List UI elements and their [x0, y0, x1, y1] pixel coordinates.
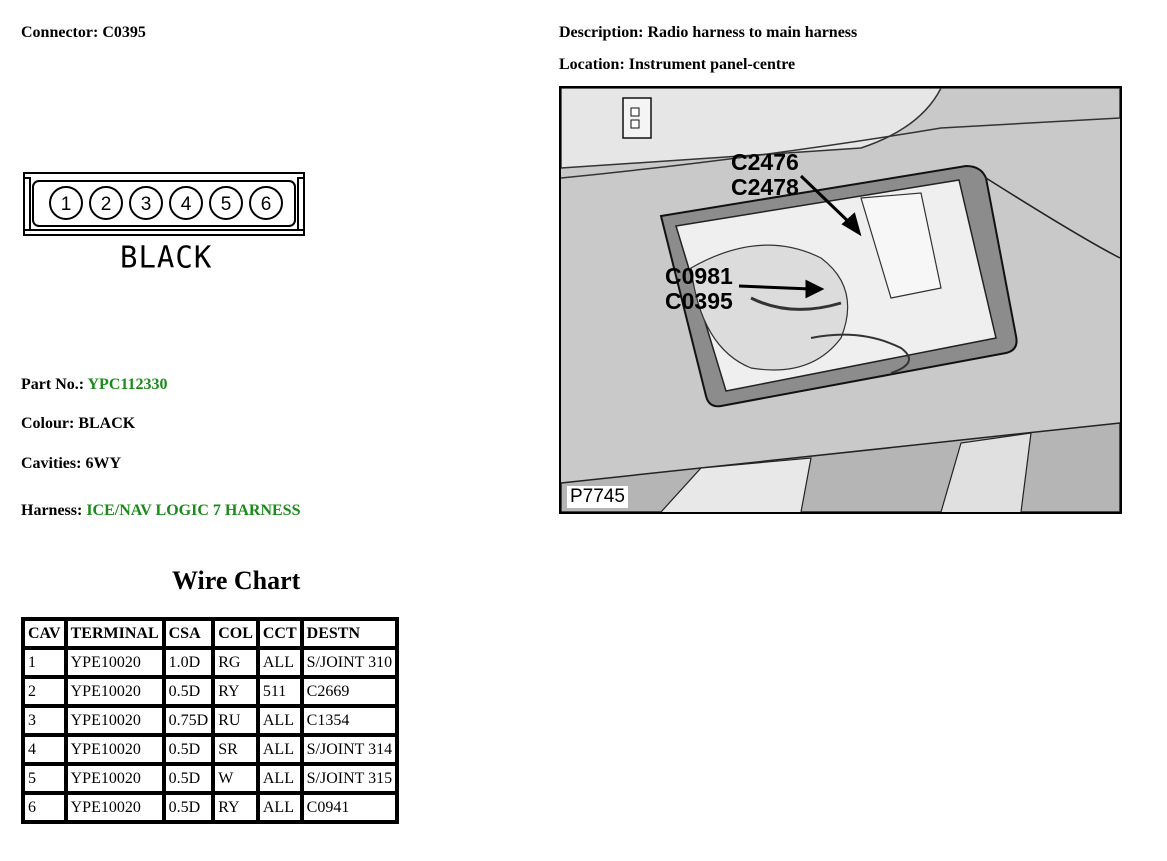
table-cell-csa: 0.5D	[164, 793, 214, 822]
part-no-field	[21, 376, 168, 394]
column-header-destn: DESTN	[302, 619, 398, 648]
table-cell-cct: ALL	[258, 735, 302, 764]
cavities-value: 6WY	[85, 455, 121, 472]
table-cell-csa: 0.75D	[164, 706, 214, 735]
harness-value: ICE/NAV LOGIC 7 HARNESS	[86, 502, 301, 519]
location-field	[559, 56, 795, 74]
table-cell-col: RG	[213, 648, 258, 677]
colour-field	[21, 415, 135, 433]
callout-c0395: C0395	[665, 288, 733, 314]
lower-callout	[665, 264, 733, 314]
table-cell-col: RU	[213, 706, 258, 735]
location-label: Location:	[559, 56, 625, 73]
upper-callout	[731, 150, 799, 200]
photo-reference: P7745	[567, 486, 628, 508]
colour-value: BLACK	[78, 415, 136, 432]
table-cell-cct: 511	[258, 677, 302, 706]
column-header-csa: CSA	[164, 619, 214, 648]
pin-number-4: 4	[180, 194, 192, 215]
wire-chart-header-row	[23, 619, 397, 648]
table-cell-terminal: YPE10020	[66, 706, 164, 735]
location-value: Instrument panel-centre	[628, 56, 796, 73]
pin-number-6: 6	[260, 194, 272, 215]
table-row	[23, 677, 397, 706]
wire-chart-title: Wire Chart	[172, 566, 301, 595]
table-cell-terminal: YPE10020	[66, 677, 164, 706]
pin-number-2: 2	[100, 194, 112, 215]
table-cell-destn: S/JOINT 314	[302, 735, 398, 764]
table-cell-terminal: YPE10020	[66, 735, 164, 764]
table-cell-cav: 5	[23, 764, 66, 793]
table-cell-terminal: YPE10020	[66, 764, 164, 793]
table-cell-destn: C2669	[302, 677, 398, 706]
table-cell-cct: ALL	[258, 648, 302, 677]
column-header-cct: CCT	[258, 619, 302, 648]
pin-number-3: 3	[140, 194, 152, 215]
table-cell-cav: 3	[23, 706, 66, 735]
instrument-panel-illustration	[561, 88, 1120, 512]
table-cell-destn: C1354	[302, 706, 398, 735]
column-header-cav: CAV	[23, 619, 66, 648]
harness-field	[21, 502, 300, 520]
table-row	[23, 793, 397, 822]
table-cell-col: W	[213, 764, 258, 793]
table-cell-terminal: YPE10020	[66, 793, 164, 822]
description-label: Description:	[559, 24, 644, 41]
table-row	[23, 706, 397, 735]
table-cell-destn: S/JOINT 315	[302, 764, 398, 793]
table-cell-col: SR	[213, 735, 258, 764]
callout-c0981: C0981	[665, 263, 733, 289]
description-value: Radio harness to main harness	[647, 24, 858, 41]
table-cell-destn: C0941	[302, 793, 398, 822]
description-field	[559, 24, 857, 42]
table-cell-cav: 4	[23, 735, 66, 764]
table-cell-cct: ALL	[258, 706, 302, 735]
location-photo	[559, 86, 1122, 514]
wire-chart-table	[21, 617, 399, 824]
cavities-field	[21, 455, 121, 473]
callout-c2476: C2476	[731, 149, 799, 175]
harness-label: Harness:	[21, 502, 83, 519]
table-cell-cct: ALL	[258, 764, 302, 793]
pin-number-5: 5	[220, 194, 232, 215]
column-header-terminal: TERMINAL	[66, 619, 164, 648]
cavities-label: Cavities:	[21, 455, 82, 472]
callout-c2478: C2478	[731, 174, 799, 200]
table-cell-cct: ALL	[258, 793, 302, 822]
table-cell-terminal: YPE10020	[66, 648, 164, 677]
table-cell-csa: 1.0D	[164, 648, 214, 677]
column-header-col: COL	[213, 619, 258, 648]
table-row	[23, 648, 397, 677]
table-cell-csa: 0.5D	[164, 764, 214, 793]
colour-label: Colour:	[21, 415, 75, 432]
table-cell-col: RY	[213, 793, 258, 822]
table-cell-destn: S/JOINT 310	[302, 648, 398, 677]
part-no-label: Part No.:	[21, 376, 85, 393]
connector-label: Connector:	[21, 24, 99, 41]
table-row	[23, 764, 397, 793]
connector-value: C0395	[102, 24, 146, 41]
table-cell-cav: 1	[23, 648, 66, 677]
connector-face-diagram	[22, 170, 308, 240]
connector-colour-caption: BLACK	[120, 239, 213, 275]
table-cell-col: RY	[213, 677, 258, 706]
table-cell-csa: 0.5D	[164, 735, 214, 764]
table-row	[23, 735, 397, 764]
pin-number-1: 1	[60, 194, 72, 215]
part-no-value: YPC112330	[87, 376, 168, 393]
table-cell-csa: 0.5D	[164, 677, 214, 706]
table-cell-cav: 6	[23, 793, 66, 822]
table-cell-cav: 2	[23, 677, 66, 706]
connector-field	[21, 24, 146, 42]
